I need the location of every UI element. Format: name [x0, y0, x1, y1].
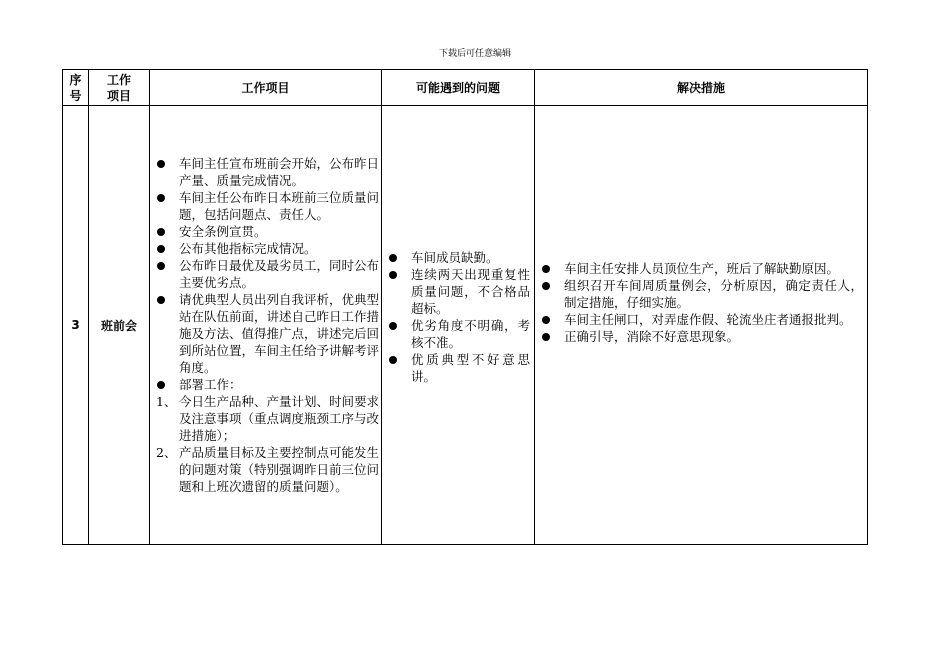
table-row — [63, 106, 868, 545]
solutions-cell — [535, 106, 868, 545]
list-item — [150, 189, 379, 223]
bullet-icon — [157, 262, 165, 270]
work-numbered-list — [150, 393, 379, 495]
row-item: 班前会 — [89, 106, 150, 545]
list-item — [150, 240, 379, 257]
list-item — [150, 376, 379, 393]
bullet-icon — [157, 194, 165, 202]
list-item-text: 正确引导，消除不好意思现象。 — [564, 329, 740, 344]
list-item-text: 车间成员缺勤。 — [411, 250, 499, 265]
list-item-text: 优质典型不好意思讲。 — [411, 352, 530, 384]
list-item — [382, 249, 530, 266]
header-row — [63, 70, 868, 106]
solutions-list — [535, 260, 863, 345]
list-item — [535, 311, 863, 328]
list-item-text: 组织召开车间周质量例会，分析原因，确定责任人，制定措施，仔细实施。 — [564, 278, 863, 310]
numbered-item-text: 今日生产品种、产量计划、时间要求及注意事项（重点调度瓶颈工序与改进措施）； — [179, 394, 380, 443]
list-item-text: 部署工作： — [179, 377, 242, 392]
list-item-text: 车间主任闸口，对弄虚作假、轮流坐庄者通报批判。 — [564, 312, 852, 327]
list-item — [150, 291, 379, 376]
bullet-icon — [542, 316, 550, 324]
list-item — [382, 266, 530, 317]
download-note: 下载后可任意编辑 — [438, 49, 511, 59]
bullet-icon — [157, 160, 165, 168]
bullet-icon — [389, 254, 397, 262]
header-problems: 可能遇到的问题 — [382, 70, 535, 106]
row-index: 3 — [63, 106, 89, 545]
list-item-text: 安全条例宣贯。 — [179, 224, 267, 239]
list-item-text: 连续两天出现重复性质量问题，不合格品超标。 — [411, 267, 530, 316]
bullet-icon — [542, 265, 550, 273]
bullet-icon — [389, 322, 397, 330]
header-index: 序 号 — [63, 70, 89, 106]
bullet-icon — [542, 333, 550, 341]
list-item — [150, 155, 379, 189]
bullet-icon — [389, 271, 397, 279]
bullet-icon — [157, 228, 165, 236]
list-item-text: 请优典型人员出列自我评析，优典型站在队伍前面，讲述自己昨日工作措施及方法、值得推广点，讲述完后回到所站位置，车间主任给予讲解考评角度。 — [179, 292, 380, 375]
numbered-item — [150, 393, 379, 444]
work-table — [62, 69, 868, 545]
list-item-text: 车间主任宣布班前会开始，公布昨日产量、质量完成情况。 — [179, 156, 380, 188]
work-bullet-list — [150, 155, 379, 393]
list-item-text: 车间主任安排人员顶位生产，班后了解缺勤原因。 — [564, 261, 840, 276]
list-item-text: 车间主任公布昨日本班前三位质量问题，包括问题点、责任人。 — [179, 190, 380, 222]
list-item — [535, 277, 863, 311]
item-number: 1、 — [156, 394, 177, 409]
list-item — [382, 317, 530, 351]
bullet-icon — [157, 381, 165, 389]
work-cell — [150, 106, 382, 545]
list-item-text: 优劣角度不明确，考核不准。 — [411, 318, 530, 350]
problems-list — [382, 249, 530, 385]
item-number: 2、 — [156, 445, 177, 460]
problems-cell — [382, 106, 535, 545]
bullet-icon — [157, 245, 165, 253]
header-item: 工作 项目 — [89, 70, 150, 106]
list-item — [382, 351, 530, 385]
numbered-item — [150, 444, 379, 495]
header-work: 工作项目 — [150, 70, 382, 106]
list-item — [150, 257, 379, 291]
list-item — [535, 260, 863, 277]
list-item — [150, 223, 379, 240]
header-solutions: 解决措施 — [535, 70, 868, 106]
list-item-text: 公布其他指标完成情况。 — [179, 241, 317, 256]
list-item — [535, 328, 863, 345]
bullet-icon — [389, 356, 397, 364]
numbered-item-text: 产品质量目标及主要控制点可能发生的问题对策（特别强调昨日前三位问题和上班次遗留的质量问题）。 — [179, 445, 380, 494]
list-item-text: 公布昨日最优及最劣员工，同时公布主要优劣点。 — [179, 258, 380, 290]
bullet-icon — [542, 282, 550, 290]
bullet-icon — [157, 296, 165, 304]
